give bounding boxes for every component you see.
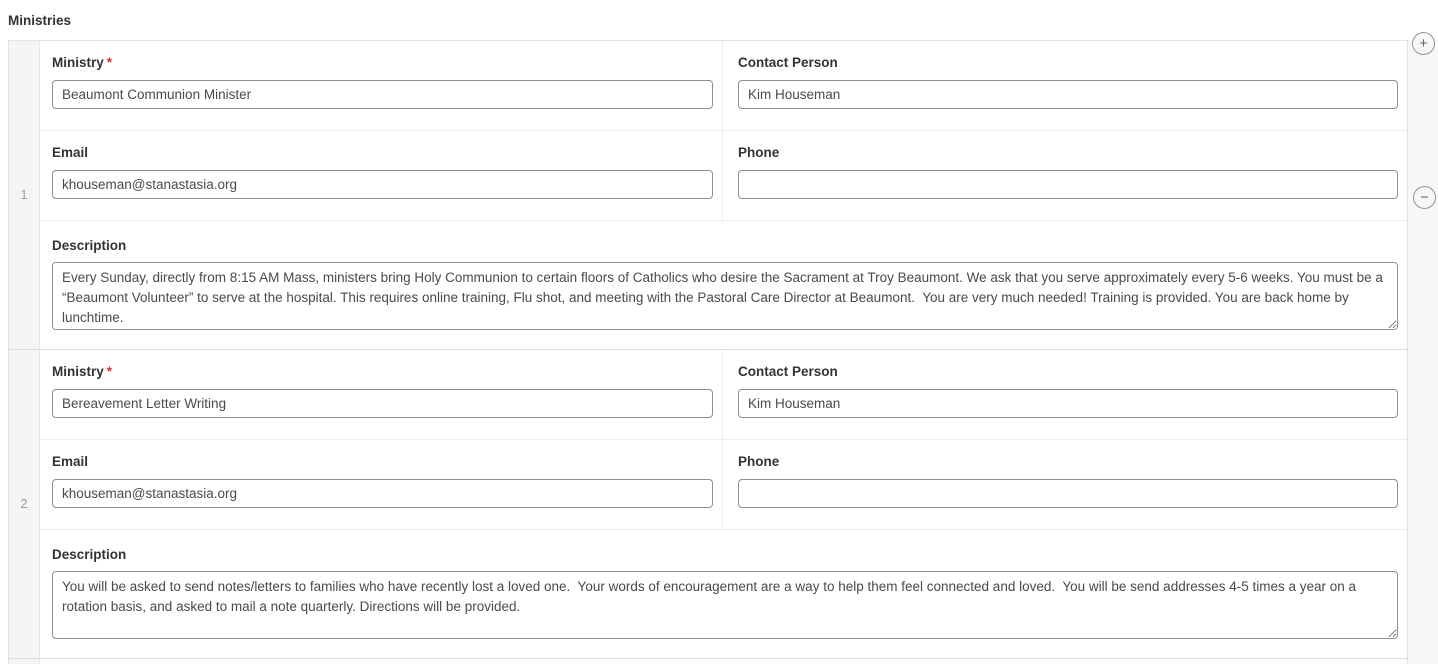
ministry-row-2 bbox=[9, 350, 1407, 659]
email-label: Email bbox=[52, 145, 89, 160]
ministries-grid bbox=[8, 40, 1408, 664]
contact-person-label: Contact Person bbox=[738, 364, 838, 379]
row-number: 1 bbox=[9, 41, 40, 349]
ministry-input[interactable] bbox=[52, 389, 713, 418]
email-label: Email bbox=[52, 454, 89, 469]
description-textarea[interactable] bbox=[52, 262, 1398, 330]
phone-label: Phone bbox=[738, 145, 780, 160]
description-textarea[interactable] bbox=[52, 571, 1398, 639]
contact-person-input[interactable] bbox=[738, 80, 1398, 109]
phone-input[interactable] bbox=[738, 170, 1398, 199]
add-row-button[interactable]: + bbox=[1412, 32, 1435, 55]
description-label: Description bbox=[52, 547, 127, 562]
phone-input[interactable] bbox=[738, 479, 1398, 508]
description-label: Description bbox=[52, 238, 127, 253]
ministry-label: Ministry * bbox=[52, 55, 113, 70]
contact-person-label: Contact Person bbox=[738, 55, 838, 70]
remove-row-button[interactable]: − bbox=[1413, 186, 1436, 209]
phone-label: Phone bbox=[738, 454, 780, 469]
email-input[interactable] bbox=[52, 170, 713, 199]
row-number: 2 bbox=[9, 350, 40, 658]
contact-person-input[interactable] bbox=[738, 389, 1398, 418]
ministry-label: Ministry * bbox=[52, 364, 113, 379]
email-input[interactable] bbox=[52, 479, 713, 508]
ministry-row-1 bbox=[9, 41, 1407, 350]
page-title: Ministries bbox=[8, 13, 72, 28]
required-asterisk: * bbox=[106, 55, 113, 70]
required-asterisk: * bbox=[106, 364, 113, 379]
ministry-row-next-partial bbox=[9, 659, 1407, 664]
side-gutter bbox=[1408, 40, 1438, 664]
ministry-input[interactable] bbox=[52, 80, 713, 109]
